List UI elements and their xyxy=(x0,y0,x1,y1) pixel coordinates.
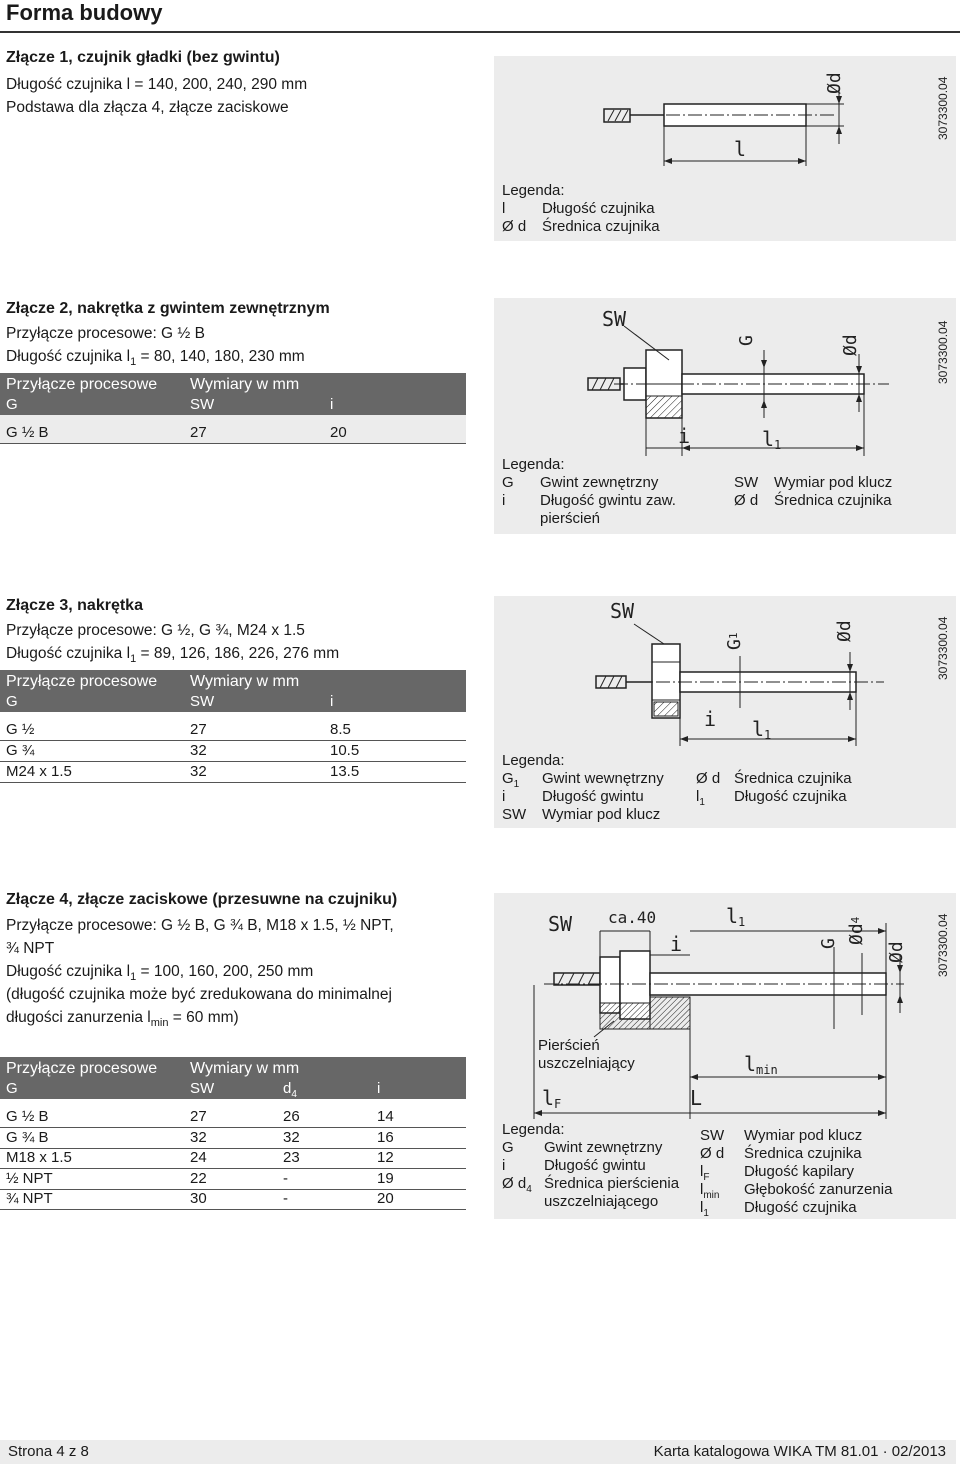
s2-cell: G ½ B xyxy=(6,424,49,441)
s4-cell: 24 xyxy=(190,1149,207,1166)
s1-title: Złącze 1, czujnik gładki (bez gwintu) xyxy=(6,49,280,66)
s3-col-sw: SW xyxy=(190,693,215,710)
s3-dim-sw: SW xyxy=(610,599,635,623)
s4-ring-label: Pierścień xyxy=(538,1037,600,1054)
s3-dim-i: i xyxy=(704,707,717,731)
s4-ring-label: uszczelniający xyxy=(538,1055,635,1072)
s3-legend-desc: Średnica czujnika xyxy=(734,770,852,787)
s4-arrow xyxy=(878,1074,886,1080)
s3-line2: Długość czujnika $l_1 = 89$, 126, 186, 226, 276 mm xyxy=(6,645,340,666)
s2-legend-sym: Ø d xyxy=(734,492,759,509)
s3-cell: 13.5 xyxy=(330,763,360,780)
s4-title: Złącze 4, złącze zaciskowe (przesuwne na czujniku) xyxy=(6,891,398,908)
s3-legend-sym: $G_1$ xyxy=(502,770,520,790)
s3-cell: 8.5 xyxy=(330,721,351,738)
s1-arrow xyxy=(664,158,672,164)
s4-dim-ca40: ca.40 xyxy=(608,908,657,927)
s2-arrow xyxy=(761,360,767,368)
s4-thread-hatch xyxy=(568,973,574,985)
s4-cell: G ¾ B xyxy=(6,1129,49,1146)
s2-header-dims: Wymiary w mm xyxy=(190,376,300,393)
s2-title: Złącze 2, nakrętka z gwintem zewnętrznym xyxy=(6,300,330,317)
s4-legend-sym: Ø d xyxy=(700,1145,725,1162)
s2-header-row1 xyxy=(0,373,466,395)
s4-legend-sym: $l_{min}$ xyxy=(700,1181,720,1201)
table-row xyxy=(0,1148,466,1169)
s4-legend-sym: $l_1$ xyxy=(700,1199,709,1219)
s4-cell: 30 xyxy=(190,1190,207,1207)
s3-cell: M24 x 1.5 xyxy=(6,763,72,780)
s1-dim-l: l xyxy=(734,137,747,161)
s3-cell: G ¾ xyxy=(6,742,35,759)
s1-panel xyxy=(494,56,956,241)
s3-legend-sym: $l_1$ xyxy=(696,788,705,808)
s4-header-row2 xyxy=(0,1079,466,1099)
s4-cell: 12 xyxy=(377,1149,394,1166)
s2-legend-desc: Gwint zewnętrzny xyxy=(540,474,659,491)
page-title: Forma budowy xyxy=(6,0,163,25)
s4-dim-L: L xyxy=(690,1086,703,1110)
s1-legend-sym: l xyxy=(502,200,506,217)
s3-dim-l1: l1 xyxy=(752,717,772,742)
s4-line5: długości zanurzenia $l_{min} = 60$ mm) xyxy=(6,1009,239,1030)
s3-legend-sym: SW xyxy=(502,806,527,823)
s4-arrow xyxy=(897,995,903,1003)
s1-legend-label: Legenda: xyxy=(502,182,565,199)
s4-cell: ½ NPT xyxy=(6,1170,53,1187)
s4-legend-desc: uszczelniającego xyxy=(544,1193,659,1210)
s4-cell: - xyxy=(283,1190,288,1207)
s2-dim-sw: SW xyxy=(602,307,627,331)
table-row xyxy=(0,1128,466,1149)
s1-arrow xyxy=(798,158,806,164)
s2-drawing-code: 3073300.04 xyxy=(936,320,950,384)
s2-table-header xyxy=(0,373,466,415)
s4-dim-g: G xyxy=(818,938,839,949)
table-row xyxy=(0,1189,466,1210)
s2-line2: Długość czujnika $l_1 = 80$, 140, 180, 230 mm xyxy=(6,348,305,369)
s3-thread-inner xyxy=(654,702,678,716)
footer-page: Strona 4 z 8 xyxy=(8,1443,89,1460)
s3-legend-sym: Ø d xyxy=(696,770,721,787)
s2-legend-sym: G xyxy=(502,474,514,491)
s4-legend-sym: i xyxy=(502,1157,506,1174)
s3-arrow xyxy=(848,736,856,742)
s1-drawing-code: 3073300.04 xyxy=(936,76,950,140)
s3-dim-g1: G1 xyxy=(724,632,745,650)
s4-legend-desc: Długość czujnika xyxy=(744,1199,857,1216)
s3-col-i: i xyxy=(330,693,334,710)
table-row xyxy=(0,720,466,741)
s4-legend-desc: Średnica czujnika xyxy=(744,1145,862,1162)
s3-arrow xyxy=(847,692,853,700)
s4-dim-i: i xyxy=(670,932,683,956)
s4-cell: 16 xyxy=(377,1129,394,1146)
s4-ring xyxy=(600,1003,650,1029)
s3-cell: 27 xyxy=(190,721,207,738)
s4-legend-desc: Gwint zewnętrzny xyxy=(544,1139,663,1156)
s4-col-i: i xyxy=(377,1080,381,1097)
s3-sw-leader xyxy=(634,624,664,644)
s3-legend-desc: Gwint wewnętrzny xyxy=(542,770,664,787)
table-row xyxy=(0,1169,466,1190)
s2-dim-g: G xyxy=(736,335,757,346)
s4-legend-label: Legenda: xyxy=(502,1121,565,1138)
s2-arrow xyxy=(856,445,864,451)
s4-cell: 32 xyxy=(190,1129,207,1146)
s4-cell: 22 xyxy=(190,1170,207,1187)
s2-cell: 27 xyxy=(190,424,207,441)
s4-dim-sw: SW xyxy=(548,912,573,936)
s2-header-row2 xyxy=(0,395,466,415)
s4-legend-sym: Ø $d_4$ xyxy=(502,1175,532,1195)
s2-arrow xyxy=(856,394,862,402)
s4-cell: 20 xyxy=(377,1190,394,1207)
s3-legend-desc: Wymiar pod klucz xyxy=(542,806,661,823)
s3-panel xyxy=(494,596,956,828)
table-row xyxy=(0,423,466,444)
s3-col-g: G xyxy=(6,693,18,710)
s4-arrow xyxy=(878,928,886,934)
s2-legend-sym: i xyxy=(502,492,506,509)
s2-thread-hatch xyxy=(592,378,598,390)
s4-line4: (długość czujnika może być zredukowana do minimalnej xyxy=(6,986,392,1003)
s2-legend-desc: Średnica czujnika xyxy=(774,492,892,509)
s2-panel xyxy=(494,298,956,534)
s2-thread-hatch xyxy=(608,378,614,390)
s4-thread-hatch xyxy=(558,973,564,985)
s2-legend-desc: Długość gwintu zaw. xyxy=(540,492,676,509)
s4-legend-sym: $l_F$ xyxy=(700,1163,710,1183)
s2-col-g: G xyxy=(6,396,18,413)
s3-drawing-code: 3073300.04 xyxy=(936,616,950,680)
footer xyxy=(0,1440,956,1464)
s1-thread xyxy=(604,109,630,122)
s2-legend-label: Legenda: xyxy=(502,456,565,473)
s4-header-process: Przyłącze procesowe xyxy=(6,1060,158,1077)
s4-dim-od4: Ød4 xyxy=(846,916,867,945)
s4-cell: 23 xyxy=(283,1149,300,1166)
s2-dim-od: Ød xyxy=(840,334,861,356)
s3-legend-desc: Długość gwintu xyxy=(542,788,644,805)
s2-col-i: i xyxy=(330,396,334,413)
s2-legend-desc: pierścień xyxy=(540,510,601,527)
s3-legend-label: Legenda: xyxy=(502,752,565,769)
s2-arrow xyxy=(761,400,767,408)
s3-arrow xyxy=(847,664,853,672)
s2-thread-hatch xyxy=(600,378,606,390)
s4-header-dims: Wymiary w mm xyxy=(190,1060,300,1077)
s4-col-g: G xyxy=(6,1080,18,1097)
s1-thread-hatch xyxy=(622,110,628,121)
s3-line1: Przyłącze procesowe: G ½, G ¾, M24 x 1.5 xyxy=(6,622,305,639)
s2-cell: 20 xyxy=(330,424,347,441)
s3-thread-hatch xyxy=(608,676,614,688)
s1-legend-desc: Długość czujnika xyxy=(542,200,655,217)
s1-thread-hatch xyxy=(615,110,621,121)
s4-panel xyxy=(494,893,956,1219)
s1-line1: Długość czujnika l = 140, 200, 240, 290 mm xyxy=(6,76,308,93)
s4-cell: 19 xyxy=(377,1170,394,1187)
s4-thread-hatch xyxy=(588,973,594,985)
s1-thread-hatch xyxy=(608,110,614,121)
s2-header-process: Przyłącze procesowe xyxy=(6,376,158,393)
s2-line1: Przyłącze procesowe: G ½ B xyxy=(6,325,205,342)
s4-col-d4: $d_4$ xyxy=(283,1080,297,1100)
s2-ring xyxy=(646,396,682,418)
s3-cell: G ½ xyxy=(6,721,35,738)
s2-dim-i: i xyxy=(678,424,691,448)
s3-header-dims: Wymiary w mm xyxy=(190,673,300,690)
s2-dim-l1: l1 xyxy=(762,427,782,452)
s2-table-gap xyxy=(0,415,466,423)
s2-arrow xyxy=(856,366,862,374)
s4-legend-desc: Długość kapilary xyxy=(744,1163,855,1180)
s1-dim-od: Ød xyxy=(824,72,845,94)
s4-cell: G ½ B xyxy=(6,1108,49,1125)
s4-cell: ¾ NPT xyxy=(6,1190,53,1207)
s4-arrow xyxy=(690,1074,698,1080)
s4-arrow xyxy=(534,1110,542,1116)
s3-thread-hatch xyxy=(616,676,622,688)
s4-line1: Przyłącze procesowe: G ½ B, G ¾ B, M18 x 1.5, ½ NPT, xyxy=(6,917,394,934)
s3-title: Złącze 3, nakrętka xyxy=(6,597,143,614)
s4-cell: 26 xyxy=(283,1108,300,1125)
s4-legend-sym: G xyxy=(502,1139,514,1156)
s4-arrow xyxy=(878,1110,886,1116)
s2-col-sw: SW xyxy=(190,396,215,413)
s4-cell: - xyxy=(283,1170,288,1187)
footer-catalog: Karta katalogowa WIKA TM 81.01 · 02/2013 xyxy=(653,1443,946,1460)
s1-legend-sym: Ø d xyxy=(502,218,527,235)
s4-dim-lmin: lmin xyxy=(744,1052,778,1077)
s3-dim-od: Ød xyxy=(834,620,855,642)
s4-cell: M18 x 1.5 xyxy=(6,1149,72,1166)
s1-legend-desc: Średnica czujnika xyxy=(542,218,660,235)
s4-thread-hatch xyxy=(578,973,584,985)
s2-legend-desc: Wymiar pod klucz xyxy=(774,474,893,491)
s4-drawing-code: 3073300.04 xyxy=(936,913,950,977)
s4-cell: 14 xyxy=(377,1108,394,1125)
s4-col-sw: SW xyxy=(190,1080,215,1097)
s4-arrow xyxy=(897,965,903,973)
s4-cell: 27 xyxy=(190,1108,207,1125)
s3-cell: 32 xyxy=(190,742,207,759)
s1-arrow xyxy=(836,126,842,134)
s3-arrow xyxy=(680,736,688,742)
s1-line2: Podstawa dla złącza 4, złącze zaciskowe xyxy=(6,99,289,116)
s4-legend-sym: SW xyxy=(700,1127,725,1144)
s3-legend-desc: Długość czujnika xyxy=(734,788,847,805)
table-row xyxy=(0,762,466,783)
s3-thread-hatch xyxy=(600,676,606,688)
s3-header-row2 xyxy=(0,692,466,712)
s3-cell: 10.5 xyxy=(330,742,360,759)
s3-cell: 32 xyxy=(190,763,207,780)
s3-table-header xyxy=(0,670,466,712)
s4-legend-desc: Wymiar pod klucz xyxy=(744,1127,863,1144)
s4-legend-desc: Długość gwintu xyxy=(544,1157,646,1174)
title-rule xyxy=(0,31,960,33)
s4-header-row1 xyxy=(0,1057,466,1079)
s4-table-header xyxy=(0,1057,466,1099)
s4-legend-desc: Średnica pierścienia xyxy=(544,1175,680,1192)
s4-line2: ¾ NPT xyxy=(6,940,55,957)
s2-legend-sym: SW xyxy=(734,474,759,491)
s3-header-process: Przyłącze procesowe xyxy=(6,673,158,690)
s3-header-row1 xyxy=(0,670,466,692)
s1-arrow xyxy=(836,96,842,104)
table-row xyxy=(0,741,466,762)
s4-dim-l1: l1 xyxy=(726,904,746,929)
s3-legend-sym: i xyxy=(502,788,506,805)
s4-dim-lf: lF xyxy=(542,1086,562,1111)
s4-legend-desc: Głębokość zanurzenia xyxy=(744,1181,893,1198)
s4-dim-od: Ød xyxy=(886,941,907,963)
s4-thread-part xyxy=(650,997,690,1029)
s4-line3: Długość czujnika $l_1 = 100$, 160, 200, 250 mm xyxy=(6,963,314,984)
s4-cell: 32 xyxy=(283,1129,300,1146)
table-row xyxy=(0,1107,466,1128)
